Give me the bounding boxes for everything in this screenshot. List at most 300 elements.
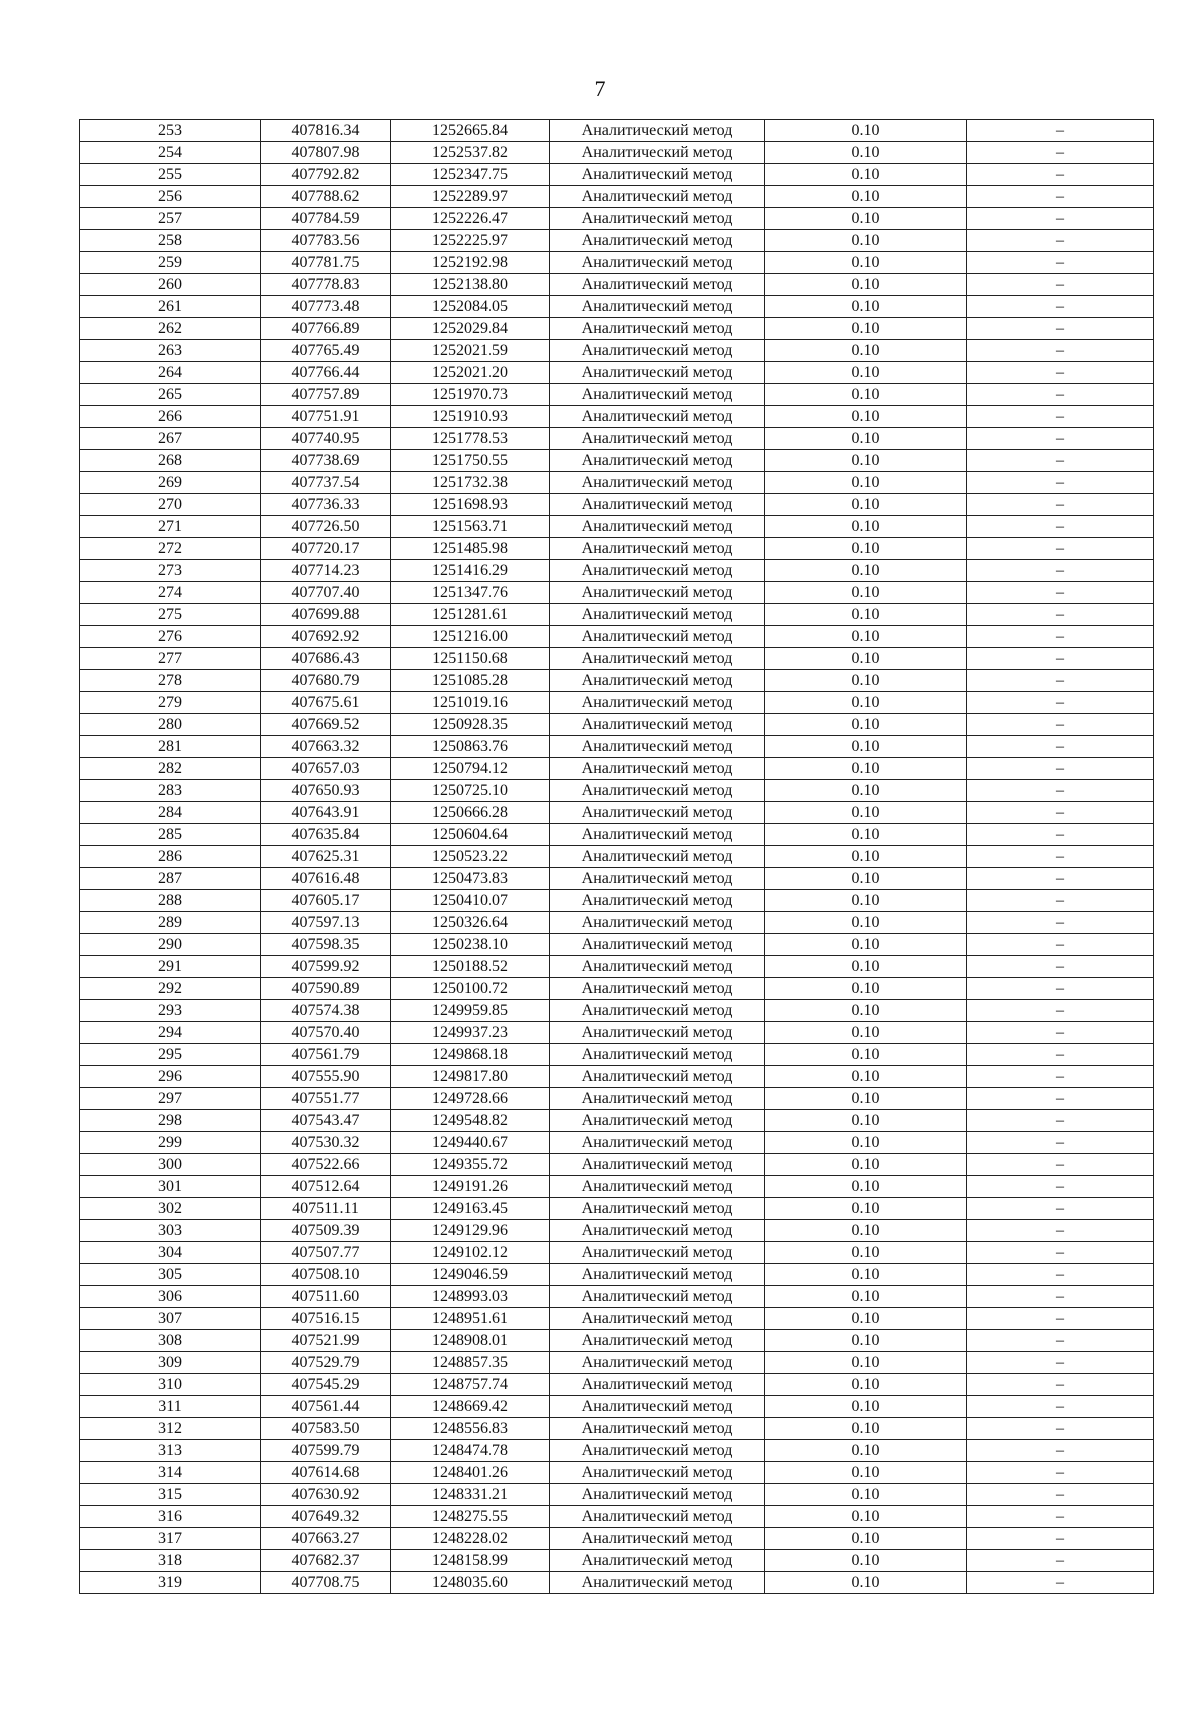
table-row [80, 648, 1154, 670]
point-number-cell: 281 [80, 736, 261, 758]
table-row [80, 1110, 1154, 1132]
x-coordinate-cell: 407605.17 [261, 890, 391, 912]
note-cell: – [967, 472, 1154, 494]
y-coordinate-cell: 1252192.98 [391, 252, 550, 274]
note-cell: – [967, 780, 1154, 802]
x-coordinate-cell: 407657.03 [261, 758, 391, 780]
method-cell: Аналитический метод [550, 1506, 765, 1528]
y-coordinate-cell: 1251732.38 [391, 472, 550, 494]
point-number-cell: 254 [80, 142, 261, 164]
point-number-cell: 258 [80, 230, 261, 252]
point-number-cell: 276 [80, 626, 261, 648]
x-coordinate-cell: 407783.56 [261, 230, 391, 252]
point-number-cell: 257 [80, 208, 261, 230]
accuracy-cell: 0.10 [765, 1286, 967, 1308]
point-number-cell: 284 [80, 802, 261, 824]
x-coordinate-cell: 407807.98 [261, 142, 391, 164]
accuracy-cell: 0.10 [765, 362, 967, 384]
note-cell: – [967, 142, 1154, 164]
accuracy-cell: 0.10 [765, 670, 967, 692]
table-row [80, 560, 1154, 582]
method-cell: Аналитический метод [550, 1308, 765, 1330]
method-cell: Аналитический метод [550, 1220, 765, 1242]
note-cell: – [967, 1440, 1154, 1462]
point-number-cell: 316 [80, 1506, 261, 1528]
x-coordinate-cell: 407699.88 [261, 604, 391, 626]
method-cell: Аналитический метод [550, 318, 765, 340]
point-number-cell: 300 [80, 1154, 261, 1176]
x-coordinate-cell: 407599.92 [261, 956, 391, 978]
table-row [80, 956, 1154, 978]
method-cell: Аналитический метод [550, 670, 765, 692]
point-number-cell: 289 [80, 912, 261, 934]
point-number-cell: 287 [80, 868, 261, 890]
note-cell: – [967, 252, 1154, 274]
method-cell: Аналитический метод [550, 890, 765, 912]
note-cell: – [967, 362, 1154, 384]
method-cell: Аналитический метод [550, 1066, 765, 1088]
method-cell: Аналитический метод [550, 1418, 765, 1440]
y-coordinate-cell: 1248669.42 [391, 1396, 550, 1418]
table-row [80, 1352, 1154, 1374]
y-coordinate-cell: 1250100.72 [391, 978, 550, 1000]
y-coordinate-cell: 1248474.78 [391, 1440, 550, 1462]
y-coordinate-cell: 1252021.20 [391, 362, 550, 384]
note-cell: – [967, 230, 1154, 252]
accuracy-cell: 0.10 [765, 824, 967, 846]
table-row [80, 780, 1154, 802]
x-coordinate-cell: 407561.79 [261, 1044, 391, 1066]
accuracy-cell: 0.10 [765, 868, 967, 890]
note-cell: – [967, 890, 1154, 912]
table-body [80, 120, 1154, 1594]
table-row [80, 340, 1154, 362]
note-cell: – [967, 1132, 1154, 1154]
point-number-cell: 286 [80, 846, 261, 868]
y-coordinate-cell: 1248228.02 [391, 1528, 550, 1550]
point-number-cell: 294 [80, 1022, 261, 1044]
y-coordinate-cell: 1251698.93 [391, 494, 550, 516]
y-coordinate-cell: 1250473.83 [391, 868, 550, 890]
y-coordinate-cell: 1249102.12 [391, 1242, 550, 1264]
method-cell: Аналитический метод [550, 626, 765, 648]
method-cell: Аналитический метод [550, 560, 765, 582]
method-cell: Аналитический метод [550, 1286, 765, 1308]
y-coordinate-cell: 1251150.68 [391, 648, 550, 670]
x-coordinate-cell: 407726.50 [261, 516, 391, 538]
y-coordinate-cell: 1251485.98 [391, 538, 550, 560]
accuracy-cell: 0.10 [765, 912, 967, 934]
y-coordinate-cell: 1250666.28 [391, 802, 550, 824]
x-coordinate-cell: 407598.35 [261, 934, 391, 956]
table-row [80, 626, 1154, 648]
table-row [80, 978, 1154, 1000]
y-coordinate-cell: 1249046.59 [391, 1264, 550, 1286]
point-number-cell: 292 [80, 978, 261, 1000]
note-cell: – [967, 1088, 1154, 1110]
y-coordinate-cell: 1250523.22 [391, 846, 550, 868]
x-coordinate-cell: 407570.40 [261, 1022, 391, 1044]
accuracy-cell: 0.10 [765, 1132, 967, 1154]
note-cell: – [967, 1066, 1154, 1088]
point-number-cell: 272 [80, 538, 261, 560]
x-coordinate-cell: 407522.66 [261, 1154, 391, 1176]
method-cell: Аналитический метод [550, 1572, 765, 1594]
x-coordinate-cell: 407630.92 [261, 1484, 391, 1506]
point-number-cell: 303 [80, 1220, 261, 1242]
accuracy-cell: 0.10 [765, 1308, 967, 1330]
method-cell: Аналитический метод [550, 912, 765, 934]
y-coordinate-cell: 1252084.05 [391, 296, 550, 318]
point-number-cell: 298 [80, 1110, 261, 1132]
accuracy-cell: 0.10 [765, 428, 967, 450]
point-number-cell: 299 [80, 1132, 261, 1154]
table-row [80, 670, 1154, 692]
point-number-cell: 319 [80, 1572, 261, 1594]
accuracy-cell: 0.10 [765, 472, 967, 494]
y-coordinate-cell: 1250725.10 [391, 780, 550, 802]
accuracy-cell: 0.10 [765, 230, 967, 252]
accuracy-cell: 0.10 [765, 252, 967, 274]
x-coordinate-cell: 407508.10 [261, 1264, 391, 1286]
accuracy-cell: 0.10 [765, 494, 967, 516]
table-row [80, 1022, 1154, 1044]
y-coordinate-cell: 1251019.16 [391, 692, 550, 714]
method-cell: Аналитический метод [550, 428, 765, 450]
note-cell: – [967, 164, 1154, 186]
x-coordinate-cell: 407507.77 [261, 1242, 391, 1264]
accuracy-cell: 0.10 [765, 1264, 967, 1286]
note-cell: – [967, 1044, 1154, 1066]
method-cell: Аналитический метод [550, 978, 765, 1000]
y-coordinate-cell: 1250863.76 [391, 736, 550, 758]
y-coordinate-cell: 1251970.73 [391, 384, 550, 406]
x-coordinate-cell: 407784.59 [261, 208, 391, 230]
x-coordinate-cell: 407773.48 [261, 296, 391, 318]
x-coordinate-cell: 407778.83 [261, 274, 391, 296]
table-row [80, 758, 1154, 780]
accuracy-cell: 0.10 [765, 956, 967, 978]
point-number-cell: 279 [80, 692, 261, 714]
method-cell: Аналитический метод [550, 1550, 765, 1572]
point-number-cell: 269 [80, 472, 261, 494]
table-row [80, 736, 1154, 758]
y-coordinate-cell: 1250238.10 [391, 934, 550, 956]
y-coordinate-cell: 1248275.55 [391, 1506, 550, 1528]
y-coordinate-cell: 1251750.55 [391, 450, 550, 472]
note-cell: – [967, 1022, 1154, 1044]
point-number-cell: 265 [80, 384, 261, 406]
accuracy-cell: 0.10 [765, 1176, 967, 1198]
note-cell: – [967, 1374, 1154, 1396]
x-coordinate-cell: 407597.13 [261, 912, 391, 934]
method-cell: Аналитический метод [550, 1154, 765, 1176]
x-coordinate-cell: 407766.89 [261, 318, 391, 340]
table-row [80, 384, 1154, 406]
point-number-cell: 288 [80, 890, 261, 912]
note-cell: – [967, 912, 1154, 934]
table-row [80, 714, 1154, 736]
y-coordinate-cell: 1251778.53 [391, 428, 550, 450]
table-row [80, 516, 1154, 538]
table-row [80, 1242, 1154, 1264]
x-coordinate-cell: 407682.37 [261, 1550, 391, 1572]
x-coordinate-cell: 407614.68 [261, 1462, 391, 1484]
x-coordinate-cell: 407583.50 [261, 1418, 391, 1440]
x-coordinate-cell: 407590.89 [261, 978, 391, 1000]
method-cell: Аналитический метод [550, 252, 765, 274]
y-coordinate-cell: 1248757.74 [391, 1374, 550, 1396]
method-cell: Аналитический метод [550, 1374, 765, 1396]
table-row [80, 428, 1154, 450]
accuracy-cell: 0.10 [765, 340, 967, 362]
table-row [80, 692, 1154, 714]
table-row [80, 406, 1154, 428]
point-number-cell: 293 [80, 1000, 261, 1022]
y-coordinate-cell: 1248908.01 [391, 1330, 550, 1352]
note-cell: – [967, 1572, 1154, 1594]
point-number-cell: 260 [80, 274, 261, 296]
y-coordinate-cell: 1252347.75 [391, 164, 550, 186]
method-cell: Аналитический метод [550, 1528, 765, 1550]
accuracy-cell: 0.10 [765, 1088, 967, 1110]
note-cell: – [967, 1484, 1154, 1506]
point-number-cell: 304 [80, 1242, 261, 1264]
note-cell: – [967, 340, 1154, 362]
method-cell: Аналитический метод [550, 1242, 765, 1264]
table-row [80, 1418, 1154, 1440]
accuracy-cell: 0.10 [765, 1352, 967, 1374]
point-number-cell: 309 [80, 1352, 261, 1374]
x-coordinate-cell: 407736.33 [261, 494, 391, 516]
y-coordinate-cell: 1250410.07 [391, 890, 550, 912]
table-row [80, 1550, 1154, 1572]
table-row [80, 846, 1154, 868]
method-cell: Аналитический метод [550, 1352, 765, 1374]
x-coordinate-cell: 407740.95 [261, 428, 391, 450]
table-row [80, 1198, 1154, 1220]
note-cell: – [967, 1242, 1154, 1264]
x-coordinate-cell: 407669.52 [261, 714, 391, 736]
method-cell: Аналитический метод [550, 1044, 765, 1066]
y-coordinate-cell: 1251216.00 [391, 626, 550, 648]
y-coordinate-cell: 1249191.26 [391, 1176, 550, 1198]
method-cell: Аналитический метод [550, 846, 765, 868]
point-number-cell: 291 [80, 956, 261, 978]
accuracy-cell: 0.10 [765, 1066, 967, 1088]
x-coordinate-cell: 407765.49 [261, 340, 391, 362]
x-coordinate-cell: 407675.61 [261, 692, 391, 714]
note-cell: – [967, 846, 1154, 868]
accuracy-cell: 0.10 [765, 296, 967, 318]
method-cell: Аналитический метод [550, 230, 765, 252]
y-coordinate-cell: 1251281.61 [391, 604, 550, 626]
point-number-cell: 315 [80, 1484, 261, 1506]
table-row [80, 494, 1154, 516]
table-row [80, 274, 1154, 296]
table-row [80, 472, 1154, 494]
accuracy-cell: 0.10 [765, 1242, 967, 1264]
accuracy-cell: 0.10 [765, 1044, 967, 1066]
point-number-cell: 263 [80, 340, 261, 362]
table-row [80, 230, 1154, 252]
table-row [80, 1264, 1154, 1286]
table-row [80, 1286, 1154, 1308]
x-coordinate-cell: 407512.64 [261, 1176, 391, 1198]
point-number-cell: 302 [80, 1198, 261, 1220]
accuracy-cell: 0.10 [765, 604, 967, 626]
x-coordinate-cell: 407649.32 [261, 1506, 391, 1528]
note-cell: – [967, 582, 1154, 604]
note-cell: – [967, 934, 1154, 956]
y-coordinate-cell: 1251347.76 [391, 582, 550, 604]
point-number-cell: 290 [80, 934, 261, 956]
accuracy-cell: 0.10 [765, 934, 967, 956]
point-number-cell: 308 [80, 1330, 261, 1352]
note-cell: – [967, 648, 1154, 670]
table-row [80, 934, 1154, 956]
method-cell: Аналитический метод [550, 714, 765, 736]
point-number-cell: 301 [80, 1176, 261, 1198]
note-cell: – [967, 714, 1154, 736]
method-cell: Аналитический метод [550, 406, 765, 428]
point-number-cell: 268 [80, 450, 261, 472]
note-cell: – [967, 978, 1154, 1000]
note-cell: – [967, 318, 1154, 340]
note-cell: – [967, 1396, 1154, 1418]
x-coordinate-cell: 407599.79 [261, 1440, 391, 1462]
point-number-cell: 262 [80, 318, 261, 340]
y-coordinate-cell: 1249868.18 [391, 1044, 550, 1066]
method-cell: Аналитический метод [550, 736, 765, 758]
accuracy-cell: 0.10 [765, 692, 967, 714]
method-cell: Аналитический метод [550, 802, 765, 824]
table-row [80, 1220, 1154, 1242]
x-coordinate-cell: 407625.31 [261, 846, 391, 868]
method-cell: Аналитический метод [550, 164, 765, 186]
method-cell: Аналитический метод [550, 1440, 765, 1462]
accuracy-cell: 0.10 [765, 274, 967, 296]
table-row [80, 1484, 1154, 1506]
method-cell: Аналитический метод [550, 120, 765, 142]
y-coordinate-cell: 1252226.47 [391, 208, 550, 230]
accuracy-cell: 0.10 [765, 1198, 967, 1220]
method-cell: Аналитический метод [550, 758, 765, 780]
table-row [80, 1000, 1154, 1022]
note-cell: – [967, 626, 1154, 648]
note-cell: – [967, 868, 1154, 890]
point-number-cell: 266 [80, 406, 261, 428]
x-coordinate-cell: 407650.93 [261, 780, 391, 802]
x-coordinate-cell: 407737.54 [261, 472, 391, 494]
method-cell: Аналитический метод [550, 1132, 765, 1154]
x-coordinate-cell: 407792.82 [261, 164, 391, 186]
x-coordinate-cell: 407529.79 [261, 1352, 391, 1374]
x-coordinate-cell: 407714.23 [261, 560, 391, 582]
note-cell: – [967, 406, 1154, 428]
point-number-cell: 310 [80, 1374, 261, 1396]
y-coordinate-cell: 1248401.26 [391, 1462, 550, 1484]
accuracy-cell: 0.10 [765, 1572, 967, 1594]
method-cell: Аналитический метод [550, 780, 765, 802]
y-coordinate-cell: 1248158.99 [391, 1550, 550, 1572]
y-coordinate-cell: 1250188.52 [391, 956, 550, 978]
x-coordinate-cell: 407511.11 [261, 1198, 391, 1220]
point-number-cell: 314 [80, 1462, 261, 1484]
note-cell: – [967, 428, 1154, 450]
point-number-cell: 267 [80, 428, 261, 450]
point-number-cell: 297 [80, 1088, 261, 1110]
y-coordinate-cell: 1248556.83 [391, 1418, 550, 1440]
y-coordinate-cell: 1249937.23 [391, 1022, 550, 1044]
method-cell: Аналитический метод [550, 692, 765, 714]
table-row [80, 1176, 1154, 1198]
point-number-cell: 307 [80, 1308, 261, 1330]
accuracy-cell: 0.10 [765, 736, 967, 758]
note-cell: – [967, 384, 1154, 406]
note-cell: – [967, 450, 1154, 472]
x-coordinate-cell: 407545.29 [261, 1374, 391, 1396]
note-cell: – [967, 1550, 1154, 1572]
accuracy-cell: 0.10 [765, 758, 967, 780]
accuracy-cell: 0.10 [765, 208, 967, 230]
table-row [80, 208, 1154, 230]
note-cell: – [967, 758, 1154, 780]
method-cell: Аналитический метод [550, 450, 765, 472]
table-row [80, 1066, 1154, 1088]
point-number-cell: 255 [80, 164, 261, 186]
x-coordinate-cell: 407788.62 [261, 186, 391, 208]
accuracy-cell: 0.10 [765, 1154, 967, 1176]
table-row [80, 824, 1154, 846]
y-coordinate-cell: 1252029.84 [391, 318, 550, 340]
x-coordinate-cell: 407692.92 [261, 626, 391, 648]
accuracy-cell: 0.10 [765, 1418, 967, 1440]
table-row [80, 1088, 1154, 1110]
accuracy-cell: 0.10 [765, 1110, 967, 1132]
method-cell: Аналитический метод [550, 1264, 765, 1286]
point-number-cell: 274 [80, 582, 261, 604]
method-cell: Аналитический метод [550, 824, 765, 846]
note-cell: – [967, 274, 1154, 296]
point-number-cell: 259 [80, 252, 261, 274]
point-number-cell: 313 [80, 1440, 261, 1462]
x-coordinate-cell: 407738.69 [261, 450, 391, 472]
note-cell: – [967, 1110, 1154, 1132]
table-row [80, 802, 1154, 824]
page-number: 7 [594, 76, 606, 101]
point-number-cell: 282 [80, 758, 261, 780]
note-cell: – [967, 1330, 1154, 1352]
table-row [80, 890, 1154, 912]
x-coordinate-cell: 407816.34 [261, 120, 391, 142]
point-number-cell: 256 [80, 186, 261, 208]
point-number-cell: 278 [80, 670, 261, 692]
table-row [80, 186, 1154, 208]
y-coordinate-cell: 1249355.72 [391, 1154, 550, 1176]
method-cell: Аналитический метод [550, 516, 765, 538]
coordinates-table [79, 119, 1154, 1594]
x-coordinate-cell: 407511.60 [261, 1286, 391, 1308]
note-cell: – [967, 1462, 1154, 1484]
method-cell: Аналитический метод [550, 538, 765, 560]
method-cell: Аналитический метод [550, 1176, 765, 1198]
y-coordinate-cell: 1251563.71 [391, 516, 550, 538]
accuracy-cell: 0.10 [765, 714, 967, 736]
note-cell: – [967, 1176, 1154, 1198]
accuracy-cell: 0.10 [765, 384, 967, 406]
y-coordinate-cell: 1251910.93 [391, 406, 550, 428]
